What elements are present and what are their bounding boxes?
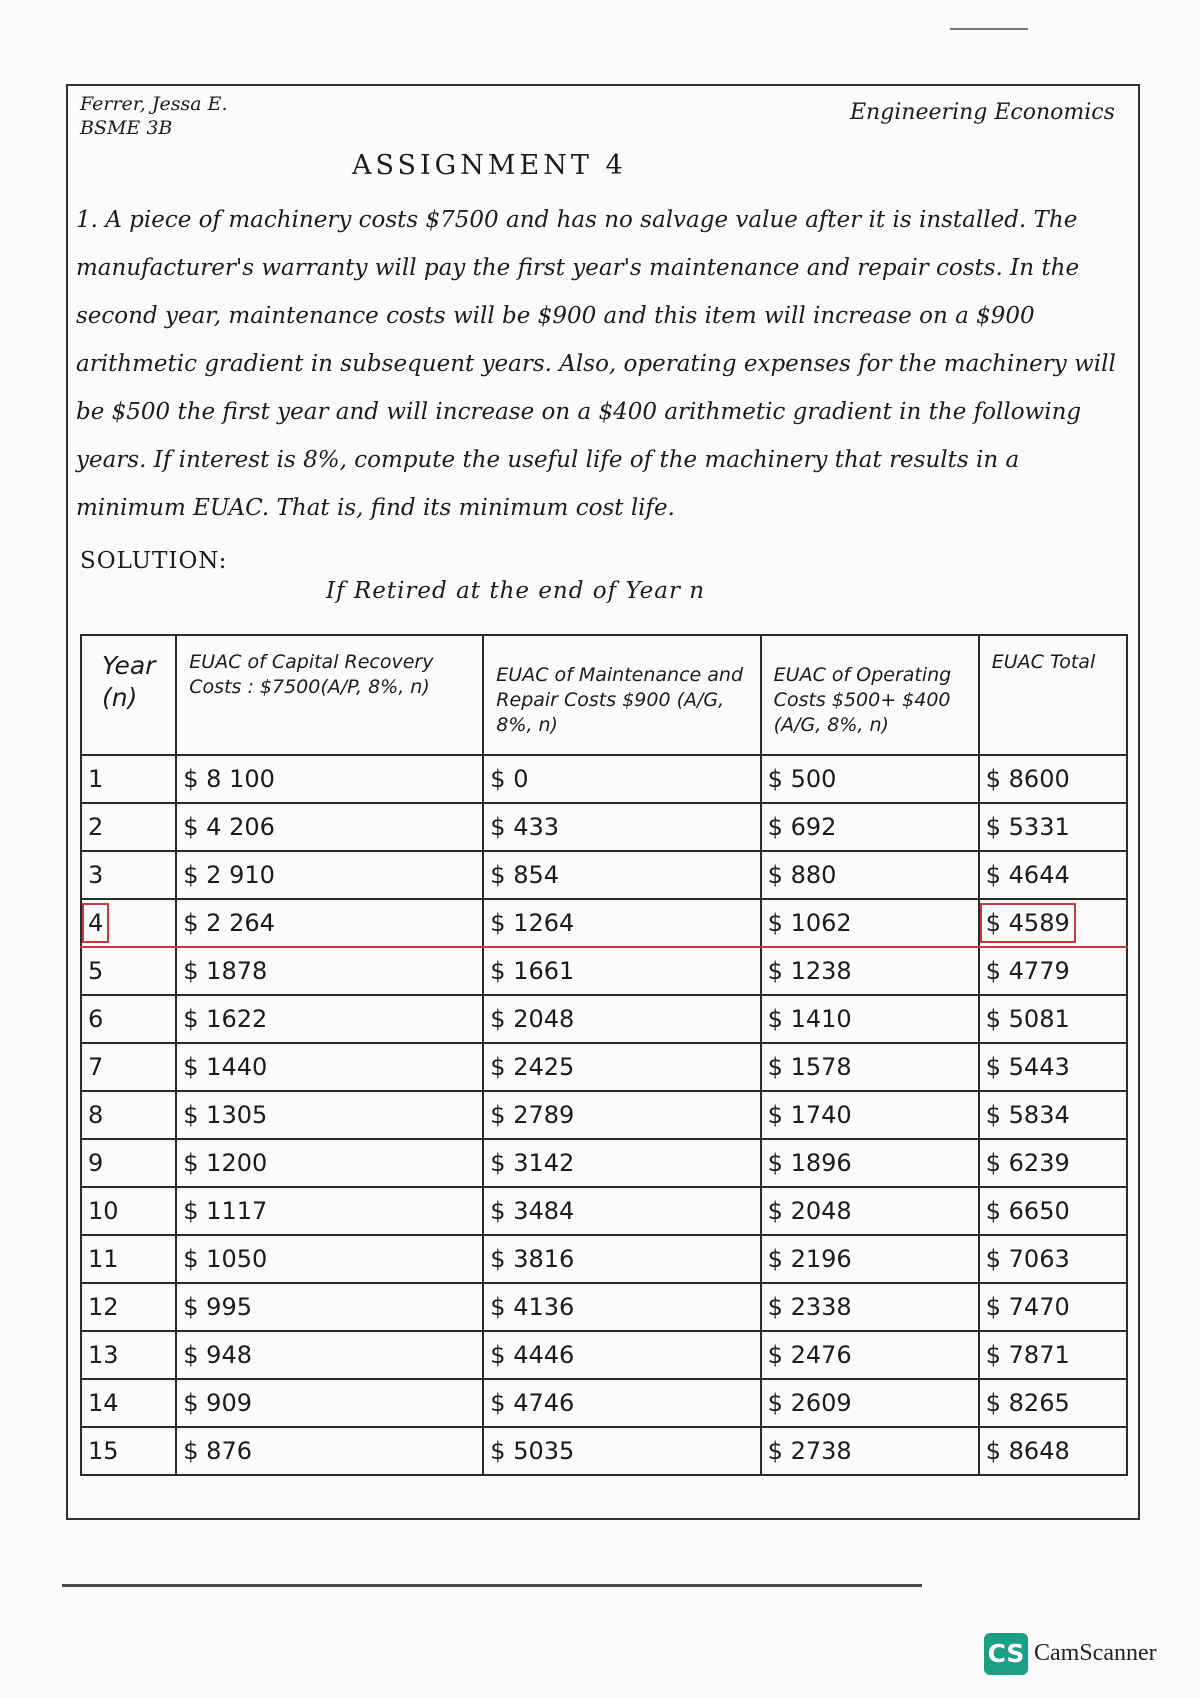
cell-maintenance-repair-value: $ 4746 bbox=[490, 1389, 575, 1417]
cell-maintenance-repair bbox=[483, 851, 760, 899]
cell-operating-costs bbox=[761, 1427, 979, 1475]
cell-euac-total-value: $ 7470 bbox=[985, 1293, 1070, 1321]
cell-operating-costs bbox=[761, 995, 979, 1043]
cell-year-value: 12 bbox=[88, 1293, 119, 1321]
cell-euac-total bbox=[979, 995, 1127, 1043]
table-row bbox=[81, 851, 1127, 899]
cell-year-value: 3 bbox=[88, 861, 104, 889]
cell-maintenance-repair bbox=[483, 899, 760, 947]
cell-euac-total-value: $ 5331 bbox=[985, 813, 1070, 841]
cell-year bbox=[81, 1235, 176, 1283]
cell-year bbox=[81, 1427, 176, 1475]
cell-year bbox=[81, 851, 176, 899]
cell-capital-recovery bbox=[176, 1427, 483, 1475]
table-row bbox=[81, 1235, 1127, 1283]
cell-capital-recovery bbox=[176, 1235, 483, 1283]
table-row bbox=[81, 1043, 1127, 1091]
cell-operating-costs-value: $ 2048 bbox=[767, 1197, 852, 1225]
cell-euac-total-value: $ 7871 bbox=[985, 1341, 1070, 1369]
cell-operating-costs bbox=[761, 803, 979, 851]
cell-maintenance-repair-value: $ 433 bbox=[490, 813, 560, 841]
cell-maintenance-repair-value: $ 854 bbox=[490, 861, 560, 889]
table-row bbox=[81, 1427, 1127, 1475]
cell-capital-recovery-value: $ 1117 bbox=[183, 1197, 268, 1225]
cell-year bbox=[81, 1331, 176, 1379]
table-subheading: If Retired at the end of Year n bbox=[326, 578, 706, 604]
cell-year-value: 5 bbox=[88, 957, 104, 985]
cell-capital-recovery bbox=[176, 1187, 483, 1235]
cell-operating-costs bbox=[761, 899, 979, 947]
cell-operating-costs-value: $ 1238 bbox=[767, 957, 852, 985]
cell-maintenance-repair-value: $ 2048 bbox=[490, 1005, 575, 1033]
cell-year-value: 14 bbox=[88, 1389, 119, 1417]
cell-maintenance-repair bbox=[483, 803, 760, 851]
cell-operating-costs-value: $ 2738 bbox=[767, 1437, 852, 1465]
cell-operating-costs bbox=[761, 947, 979, 995]
cell-operating-costs bbox=[761, 851, 979, 899]
cell-year bbox=[81, 995, 176, 1043]
cell-capital-recovery-value: $ 948 bbox=[183, 1341, 252, 1369]
cell-operating-costs-value: $ 1578 bbox=[767, 1053, 852, 1081]
cell-euac-total-value: $ 8648 bbox=[985, 1437, 1070, 1465]
cell-capital-recovery-value: $ 8 100 bbox=[183, 765, 275, 793]
cell-euac-total-value: $ 5081 bbox=[985, 1005, 1070, 1033]
cell-euac-total-value: $ 8600 bbox=[985, 765, 1070, 793]
cell-year-value: 9 bbox=[88, 1149, 104, 1177]
cell-year-value: 15 bbox=[88, 1437, 119, 1465]
cell-year-value: 1 bbox=[88, 765, 104, 793]
cell-year-value: 11 bbox=[88, 1245, 119, 1273]
cell-operating-costs bbox=[761, 1331, 979, 1379]
assignment-title: ASSIGNMENT 4 bbox=[352, 150, 627, 181]
cell-capital-recovery bbox=[176, 803, 483, 851]
cell-capital-recovery-value: $ 1050 bbox=[183, 1245, 268, 1273]
table-row bbox=[81, 899, 1127, 947]
cell-capital-recovery-value: $ 1622 bbox=[183, 1005, 268, 1033]
cell-maintenance-repair bbox=[483, 1043, 760, 1091]
cell-capital-recovery bbox=[176, 1283, 483, 1331]
cell-euac-total bbox=[979, 1331, 1127, 1379]
cell-euac-total-value: $ 4779 bbox=[985, 957, 1070, 985]
cell-capital-recovery bbox=[176, 995, 483, 1043]
table-row bbox=[81, 947, 1127, 995]
cell-operating-costs-value: $ 880 bbox=[767, 861, 837, 889]
cell-maintenance-repair bbox=[483, 1379, 760, 1427]
cell-euac-total-value: $ 4644 bbox=[985, 861, 1070, 889]
cell-maintenance-repair bbox=[483, 755, 760, 803]
cell-maintenance-repair-value: $ 3142 bbox=[490, 1149, 575, 1177]
header-operating-costs: EUAC of Operating Costs $500+ $400 (A/G, 8%, n) bbox=[761, 635, 979, 755]
cell-year bbox=[81, 1091, 176, 1139]
cell-maintenance-repair-value: $ 1661 bbox=[490, 957, 575, 985]
cell-year-value: 13 bbox=[88, 1341, 119, 1369]
cell-capital-recovery bbox=[176, 851, 483, 899]
table-row bbox=[81, 803, 1127, 851]
table-row bbox=[81, 1379, 1127, 1427]
cell-capital-recovery-value: $ 995 bbox=[183, 1293, 252, 1321]
cell-operating-costs bbox=[761, 1091, 979, 1139]
course-name: Engineering Economics bbox=[850, 100, 1115, 125]
cell-capital-recovery-value: $ 4 206 bbox=[183, 813, 275, 841]
cell-year-value: 4 bbox=[88, 909, 104, 937]
cell-operating-costs bbox=[761, 1043, 979, 1091]
table-row bbox=[81, 995, 1127, 1043]
cell-euac-total bbox=[979, 755, 1127, 803]
cell-euac-total bbox=[979, 1379, 1127, 1427]
cell-capital-recovery-value: $ 1200 bbox=[183, 1149, 268, 1177]
cell-euac-total bbox=[979, 947, 1127, 995]
cell-operating-costs-value: $ 1410 bbox=[767, 1005, 852, 1033]
cell-year-value: 2 bbox=[88, 813, 104, 841]
cell-year bbox=[81, 755, 176, 803]
cell-capital-recovery bbox=[176, 899, 483, 947]
cell-maintenance-repair-value: $ 4446 bbox=[490, 1341, 575, 1369]
cell-capital-recovery bbox=[176, 1331, 483, 1379]
header-maintenance-repair: EUAC of Maintenance and Repair Costs $900 (A/G, 8%, n) bbox=[483, 635, 760, 755]
cell-maintenance-repair-value: $ 0 bbox=[490, 765, 529, 793]
table-header-row bbox=[81, 635, 1127, 755]
cell-euac-total bbox=[979, 1427, 1127, 1475]
cell-maintenance-repair bbox=[483, 1283, 760, 1331]
cell-maintenance-repair bbox=[483, 1187, 760, 1235]
cell-euac-total bbox=[979, 803, 1127, 851]
cell-capital-recovery-value: $ 1305 bbox=[183, 1101, 268, 1129]
camscanner-brand: CamScanner bbox=[1034, 1640, 1157, 1666]
cell-operating-costs bbox=[761, 755, 979, 803]
bottom-scan-line bbox=[62, 1584, 922, 1587]
table-row bbox=[81, 1091, 1127, 1139]
cell-euac-total-value: $ 6239 bbox=[985, 1149, 1070, 1177]
cell-operating-costs-value: $ 1896 bbox=[767, 1149, 852, 1177]
cell-euac-total-value: $ 5834 bbox=[985, 1101, 1070, 1129]
cell-operating-costs bbox=[761, 1379, 979, 1427]
cell-capital-recovery bbox=[176, 755, 483, 803]
cell-operating-costs-value: $ 2196 bbox=[767, 1245, 852, 1273]
cell-euac-total bbox=[979, 1139, 1127, 1187]
student-name: Ferrer, Jessa E. bbox=[80, 93, 228, 115]
cell-euac-total bbox=[979, 1043, 1127, 1091]
cell-year-value: 7 bbox=[88, 1053, 104, 1081]
cell-euac-total bbox=[979, 1283, 1127, 1331]
cell-operating-costs-value: $ 1062 bbox=[767, 909, 852, 937]
cell-maintenance-repair bbox=[483, 1139, 760, 1187]
cell-maintenance-repair bbox=[483, 947, 760, 995]
cell-euac-total bbox=[979, 851, 1127, 899]
cell-capital-recovery-value: $ 1878 bbox=[183, 957, 268, 985]
cell-capital-recovery-value: $ 1440 bbox=[183, 1053, 268, 1081]
cell-maintenance-repair bbox=[483, 1427, 760, 1475]
cell-year bbox=[81, 1139, 176, 1187]
euac-table bbox=[80, 634, 1128, 1476]
cell-capital-recovery bbox=[176, 947, 483, 995]
cell-capital-recovery bbox=[176, 1139, 483, 1187]
cell-maintenance-repair-value: $ 4136 bbox=[490, 1293, 575, 1321]
cell-maintenance-repair-value: $ 5035 bbox=[490, 1437, 575, 1465]
header-euac-total: EUAC Total bbox=[979, 635, 1127, 755]
cell-maintenance-repair bbox=[483, 1091, 760, 1139]
cell-capital-recovery-value: $ 876 bbox=[183, 1437, 252, 1465]
camscanner-logo-icon: CS bbox=[984, 1633, 1028, 1675]
top-scan-line bbox=[950, 28, 1028, 30]
cell-year-value: 8 bbox=[88, 1101, 104, 1129]
cell-capital-recovery bbox=[176, 1379, 483, 1427]
table-row bbox=[81, 1331, 1127, 1379]
cell-maintenance-repair bbox=[483, 1235, 760, 1283]
header-year: Year (n) bbox=[81, 635, 176, 755]
cell-year bbox=[81, 1283, 176, 1331]
cell-maintenance-repair bbox=[483, 1331, 760, 1379]
cell-maintenance-repair-value: $ 3484 bbox=[490, 1197, 575, 1225]
cell-euac-total-value: $ 5443 bbox=[985, 1053, 1070, 1081]
cell-maintenance-repair-value: $ 1264 bbox=[490, 909, 575, 937]
cell-year-value: 6 bbox=[88, 1005, 104, 1033]
cell-euac-total-value: $ 6650 bbox=[985, 1197, 1070, 1225]
solution-label: SOLUTION: bbox=[80, 548, 228, 574]
cell-capital-recovery-value: $ 909 bbox=[183, 1389, 252, 1417]
cell-maintenance-repair-value: $ 2789 bbox=[490, 1101, 575, 1129]
student-section: BSME 3B bbox=[80, 117, 173, 139]
cell-year bbox=[81, 1379, 176, 1427]
cell-maintenance-repair bbox=[483, 995, 760, 1043]
cell-operating-costs-value: $ 2476 bbox=[767, 1341, 852, 1369]
cell-operating-costs-value: $ 2609 bbox=[767, 1389, 852, 1417]
cell-euac-total bbox=[979, 1187, 1127, 1235]
table-row bbox=[81, 1139, 1127, 1187]
student-info bbox=[80, 92, 228, 140]
cell-euac-total-value: $ 7063 bbox=[985, 1245, 1070, 1273]
cell-operating-costs-value: $ 692 bbox=[767, 813, 837, 841]
table-row bbox=[81, 1187, 1127, 1235]
cell-operating-costs bbox=[761, 1235, 979, 1283]
cell-year bbox=[81, 803, 176, 851]
problem-statement: 1. A piece of machinery costs $7500 and has no salvage value after it is installed. The manufacturer's warranty will pay the first year's maintenance and repair costs. In the second year, maintenance costs will be $900 and this item will increase on a $900 arithmetic gradient in subsequent years. Also, operating expenses for the machinery will be $500 the first year and will increase on a $400 arithmetic gradient in the following years. If interest is 8%, compute the useful life of the machinery that results in a minimum EUAC. That is, find its minimum cost life. bbox=[76, 207, 1116, 521]
cell-operating-costs bbox=[761, 1187, 979, 1235]
cell-capital-recovery bbox=[176, 1091, 483, 1139]
cell-euac-total bbox=[979, 1235, 1127, 1283]
cell-operating-costs bbox=[761, 1139, 979, 1187]
cell-year-value: 10 bbox=[88, 1197, 119, 1225]
cell-operating-costs-value: $ 500 bbox=[767, 765, 837, 793]
cell-capital-recovery-value: $ 2 264 bbox=[183, 909, 275, 937]
table-row bbox=[81, 1283, 1127, 1331]
cell-year bbox=[81, 899, 176, 947]
cell-euac-total-value: $ 4589 bbox=[985, 909, 1070, 937]
cell-year bbox=[81, 947, 176, 995]
table-row bbox=[81, 755, 1127, 803]
cell-capital-recovery-value: $ 2 910 bbox=[183, 861, 275, 889]
table-body bbox=[81, 755, 1127, 1475]
cell-maintenance-repair-value: $ 3816 bbox=[490, 1245, 575, 1273]
cell-year bbox=[81, 1187, 176, 1235]
cell-euac-total-value: $ 8265 bbox=[985, 1389, 1070, 1417]
header-capital-recovery: EUAC of Capital Recovery Costs : $7500(A/P, 8%, n) bbox=[176, 635, 483, 755]
cell-operating-costs-value: $ 2338 bbox=[767, 1293, 852, 1321]
cell-maintenance-repair-value: $ 2425 bbox=[490, 1053, 575, 1081]
cell-euac-total bbox=[979, 1091, 1127, 1139]
cell-capital-recovery bbox=[176, 1043, 483, 1091]
cell-euac-total bbox=[979, 899, 1127, 947]
cell-year bbox=[81, 1043, 176, 1091]
cell-operating-costs-value: $ 1740 bbox=[767, 1101, 852, 1129]
cell-operating-costs bbox=[761, 1283, 979, 1331]
